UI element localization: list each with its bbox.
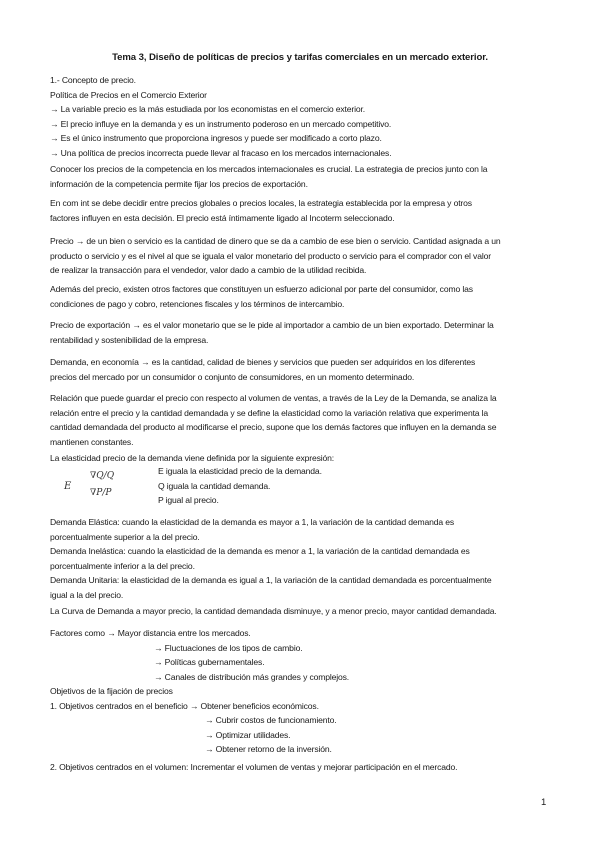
- section-heading: 1.- Concepto de precio.: [50, 75, 136, 85]
- definition-line: P igual al precio.: [158, 495, 219, 506]
- bullet-item: → La variable precio es la más estudiada por los economistas en el comercio exterior.: [50, 104, 365, 115]
- formula-definitions: [158, 464, 322, 508]
- bullet-item: → El precio influye en la demanda y es un instrumento poderoso en un mercado competitivo.: [50, 118, 392, 129]
- paragraph-ademas: [50, 282, 555, 311]
- list-item: 1. Objetivos centrados en el beneficio → Obtener beneficios económicos.: [50, 700, 319, 711]
- text-line: Demanda, en economía → es la cantidad, calidad de bienes y servicios que pueden ser adquiridos en los diferentes: [50, 357, 476, 367]
- text-line: Demanda Unitaria: la elasticidad de la demanda es igual a 1, la variación de la cantidad demandada es porcentualmente: [50, 575, 492, 586]
- formula-lhs: E: [64, 481, 72, 492]
- text-line: La Curva de Demanda a mayor precio, la cantidad demandada disminuye, y a menor precio, mayor cantidad demandada.: [50, 606, 497, 616]
- bullet-item: → Es el único instrumento que proporciona ingresos y puede ser modificado a corto plazo.: [50, 133, 382, 144]
- section-objetivos: [50, 684, 555, 757]
- text-line: Demanda Inelástica: cuando la elasticidad de la demanda es menor a 1, la variación de la cantidad demandada es: [50, 546, 470, 557]
- elasticity-formula: [60, 468, 160, 508]
- text-line: igual a la del precio.: [50, 589, 124, 600]
- paragraph-precio: [50, 234, 555, 278]
- page-number: 1: [541, 797, 547, 808]
- text-line: cantidad demandada del producto al modificarse el precio, supone que los demás factores que influyen en la demanda se: [50, 422, 497, 433]
- formula-numerator: ∇Q/Q: [90, 471, 115, 481]
- text-line: rentabilidad y sostenibilidad de la empresa.: [50, 334, 209, 345]
- list-item: → Cubrir costos de funcionamiento.: [205, 715, 337, 726]
- list-item: → Políticas gubernamentales.: [154, 657, 265, 668]
- text-line: La elasticidad precio de la demanda viene definida por la siguiente expresión:: [50, 453, 335, 463]
- text-line: mantienen constantes.: [50, 436, 134, 447]
- document-title: Tema 3, Diseño de políticas de precios y tarifas comerciales en un mercado exterior.: [112, 52, 488, 63]
- text-line: Precio → de un bien o servicio es la cantidad de dinero que se da a cambio de ese bien o servicio. Cantidad asignada a un: [50, 236, 501, 246]
- text-line: de realizar la transacción para el vendedor, valor dado a cambio de la utilidad recibida.: [50, 265, 367, 276]
- text-line: producto o servicio y es el nivel al que se iguala el valor monetario del producto o servicio para el comprador con el valor: [50, 250, 491, 261]
- list-item: → Canales de distribución más grandes y complejos.: [154, 671, 350, 682]
- list-item: → Obtener retorno de la inversión.: [205, 744, 332, 755]
- section-subheading: Política de Precios en el Comercio Exterior: [50, 89, 207, 100]
- paragraph-objetivos-volumen: [50, 760, 555, 775]
- paragraph-demanda: [50, 355, 555, 384]
- text-line: Además del precio, existen otros factores que constituyen un esfuerzo adicional por parte del consumidor, como las: [50, 284, 473, 294]
- paragraph-curva-demanda: [50, 604, 555, 619]
- text-line: Relación que puede guardar el precio con respecto al volumen de ventas, a través de la Ley de la Demanda, se analiza la: [50, 393, 497, 403]
- text-line: Precio de exportación → es el valor monetario que se le pide al importador a cambio de un bien exportado. Determinar la: [50, 320, 494, 330]
- text-line: información de la competencia permite fijar los precios de exportación.: [50, 178, 308, 189]
- text-line: relación entre el precio y la cantidad demandada y se define la elasticidad como la variación relativa que experimenta la: [50, 407, 489, 418]
- text-line: precios del mercado por un consumidor o conjunto de consumidores, en un momento determinado.: [50, 371, 415, 382]
- paragraph-precio-exportacion: [50, 318, 555, 347]
- paragraph-relacion: [50, 391, 555, 449]
- text-line: Demanda Elástica: cuando la elasticidad de la demanda es mayor a 1, la variación de la cantidad demanda es: [50, 517, 455, 527]
- list-item: Factores como → Mayor distancia entre los mercados.: [50, 628, 251, 638]
- formula-denominator: ∇P/P: [90, 488, 112, 498]
- list-item: → Optimizar utilidades.: [205, 729, 291, 740]
- text-line: porcentualmente superior a la del precio.: [50, 531, 200, 542]
- section-concepto-precio: [50, 73, 552, 161]
- bullet-item: → Una política de precios incorrecta puede llevar al fracaso en los mercados internacionales.: [50, 147, 392, 158]
- text-line: porcentualmente inferior a la del precio.: [50, 560, 195, 571]
- text-line: factores influyen en esta decisión. El precio está íntimamente ligado al Incoterm seleccionado.: [50, 212, 395, 223]
- text-line: condiciones de pago y cobro, retenciones fiscales y los términos de intercambio.: [50, 298, 345, 309]
- text-line: En com int se debe decidir entre precios globales o precios locales, la estrategia establecida por la empresa y otros: [50, 198, 472, 208]
- list-factores: [50, 626, 555, 684]
- paragraph-com-int: [50, 196, 555, 225]
- list-item: → Fluctuaciones de los tipos de cambio.: [154, 642, 303, 653]
- paragraph-tipos-demanda: [50, 515, 555, 603]
- definition-line: Q iguala la cantidad demanda.: [158, 480, 271, 491]
- text-line: Conocer los precios de la competencia en los mercados internacionales es crucial. La estrategia de precios junto con la: [50, 164, 488, 174]
- section-heading: Objetivos de la fijación de precios: [50, 686, 173, 696]
- paragraph-competencia: [50, 162, 555, 191]
- definition-line: E iguala la elasticidad precio de la demanda.: [158, 466, 322, 476]
- text-line: 2. Objetivos centrados en el volumen: Incrementar el volumen de ventas y mejorar participación en el mercado.: [50, 762, 458, 772]
